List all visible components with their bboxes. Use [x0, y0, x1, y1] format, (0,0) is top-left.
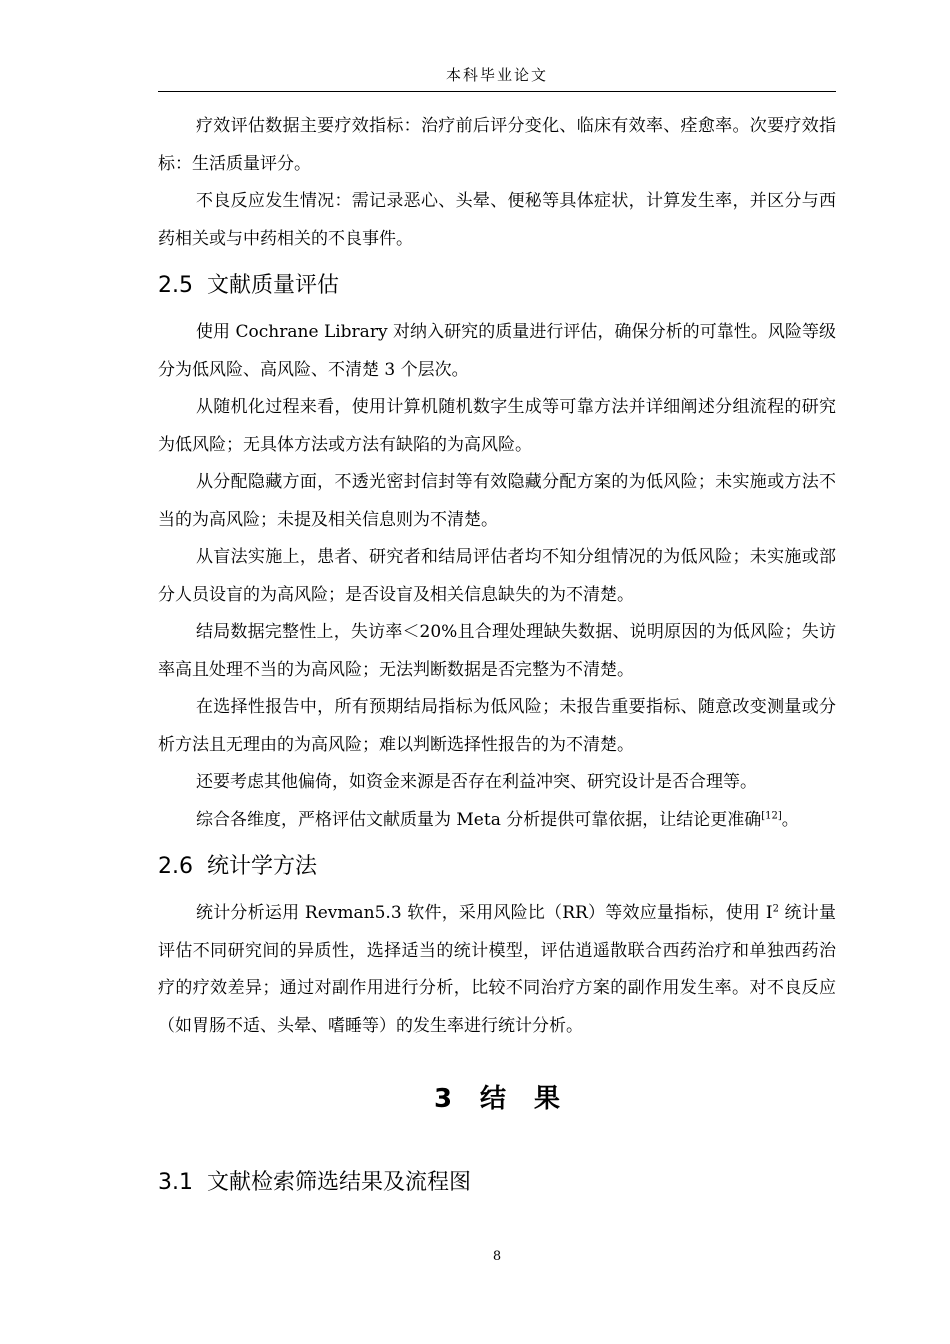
body-paragraph: 使用 Cochrane Library 对纳入研究的质量进行评估，确保分析的可靠性。风险等级分为低风险、高风险、不清楚 3 个层次。 — [158, 322, 836, 380]
paragraph-end: 。 — [781, 809, 799, 830]
body-paragraph: 不良反应发生情况：需记录恶心、头晕、便秘等具体症状，计算发生率，并区分与西药相关或与中药相关的不良事件。 — [158, 191, 836, 249]
chapter-number: 3 — [433, 1084, 453, 1114]
body-paragraph: 从分配隐藏方面，不透光密封信封等有效隐藏分配方案的为低风险；未实施或方法不当的为高风险；未提及相关信息则为不清楚。 — [158, 472, 836, 530]
body-paragraph: 从随机化过程来看，使用计算机随机数字生成等可靠方法并详细阐述分组流程的研究为低风险；无具体方法或方法有缺陷的为高风险。 — [158, 397, 836, 455]
section-number: 2.6 — [158, 854, 193, 879]
section-heading-3-1 — [158, 1165, 836, 1201]
chapter-title-char: 结 — [480, 1084, 507, 1114]
body-paragraph — [158, 895, 836, 1045]
body-paragraph: 疗效评估数据主要疗效指标：治疗前后评分变化、临床有效率、痊愈率。次要疗效指标：生活质量评分。 — [158, 116, 836, 174]
section-title: 文献检索筛选结果及流程图 — [207, 1170, 472, 1195]
page-body — [158, 108, 836, 1201]
paragraph-text: 统计分析运用 Revman5.3 软件，采用风险比（RR）等效应量指标，使用 I — [196, 903, 773, 923]
section-number: 3.1 — [158, 1170, 193, 1195]
paragraph-text: 综合各维度，严格评估文献质量为 Meta 分析提供可靠依据，让结论更准确 — [196, 809, 762, 830]
body-paragraph: 还要考虑其他偏倚，如资金来源是否存在利益冲突、研究设计是否合理等。 — [196, 772, 757, 792]
section-heading-2-5 — [158, 268, 836, 304]
body-paragraph — [158, 802, 836, 840]
section-title: 文献质量评估 — [207, 273, 340, 298]
section-number: 2.5 — [158, 273, 193, 298]
header-divider — [158, 91, 836, 92]
body-paragraph: 结局数据完整性上，失访率＜20%且合理处理缺失数据、说明原因的为低风险；失访率高且处理不当的为高风险；无法判断数据是否完整为不清楚。 — [158, 622, 836, 680]
superscript: 2 — [772, 903, 779, 915]
body-paragraph: 在选择性报告中，所有预期结局指标为低风险；未报告重要指标、随意改变测量或分析方法且无理由的为高风险；难以判断选择性报告的为不清楚。 — [158, 697, 836, 755]
page-number: 8 — [492, 1249, 502, 1264]
citation: [12] — [761, 809, 782, 821]
paragraph-text: 统计量评估不同研究间的异质性，选择适当的统计模型，评估逍遥散联合西药治疗和单独西药治疗的疗效差异；通过对副作用进行分析，比较不同治疗方案的副作用发生率。对不良反应（如胃肠不适、头晕、嗜睡等）的发生率进行统计分析。 — [158, 903, 836, 1036]
page-header-title: 本科毕业论文 — [445, 66, 548, 84]
body-paragraph: 从盲法实施上，患者、研究者和结局评估者均不知分组情况的为低风险；未实施或部分人员设盲的为高风险；是否设盲及相关信息缺失的为不清楚。 — [158, 547, 836, 605]
chapter-title-char: 果 — [534, 1084, 561, 1114]
chapter-heading-3 — [158, 1079, 836, 1119]
section-title: 统计学方法 — [207, 854, 318, 879]
section-heading-2-6 — [158, 849, 836, 885]
